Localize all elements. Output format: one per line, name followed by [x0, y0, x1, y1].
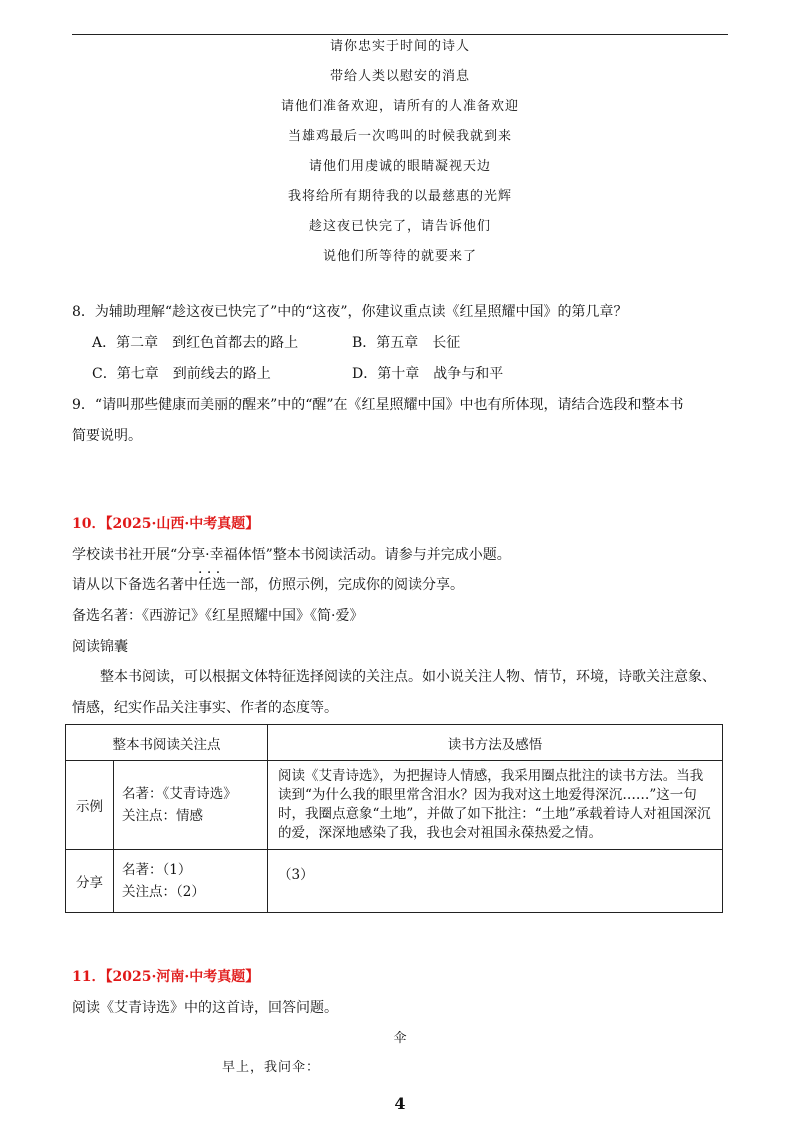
page-number: 4: [394, 1094, 406, 1113]
poem-line: 趁这夜已快完了，请告诉他们: [308, 219, 491, 234]
table-header-row: [66, 725, 723, 761]
poem-line: 说他们所等待的就要来了: [322, 249, 477, 264]
q8-option-d: D．第十章 战争与和平: [352, 366, 504, 382]
q8-option-b: B．第五章 长征: [352, 335, 461, 351]
question-10-title: [72, 514, 259, 534]
header-rule: [72, 34, 728, 35]
focus-point: 关注点：（2）: [122, 884, 205, 900]
q8-option-a: A．第二章 到红色首都去的路上: [92, 335, 299, 351]
row-focus-cell: [114, 761, 268, 850]
tips-line2: 情感，纪实作品关注事实、作者的态度等。: [72, 700, 338, 716]
table-header-cell: 整本书阅读关注点: [66, 725, 268, 761]
instruction-text: ，仿照示例，完成你的阅读分享。: [254, 577, 464, 593]
source-tag: 【2025·山西·中考真题】: [105, 516, 260, 532]
poem-excerpt: [0, 36, 800, 276]
candidate-books: 备选名著：《西游记》《红星照耀中国》《简·爱》: [72, 608, 364, 624]
instruction-text: 请从以下备选名著中: [72, 577, 198, 593]
q8-option-c: C．第七章 到前线去的路上: [92, 366, 271, 382]
row-content-cell: 阅读《艾青诗选》，为把握诗人情感，我采用圈点批注的读书方法。当我读到“为什么我的眼里常含泪水？因为我对这土地爱得深沉……”这一句时，我圈点意象“土地”，并做了如下批注：“土地”承载着诗人对祖国深沉的爱，深深地感染了我，我也会对祖国永葆热爱之情。: [268, 761, 723, 850]
table-row: [66, 761, 723, 850]
question-10-instruction: [72, 575, 464, 595]
question-number: 10．: [72, 516, 106, 532]
question-8-stem: 8．为辅助理解“趁这夜已快完了”中的“这夜”，你建议重点读《红星照耀中国》的第几章？: [72, 304, 628, 320]
book-name: 名著：（1）: [122, 862, 192, 878]
table-header-cell: 读书方法及感悟: [268, 725, 723, 761]
poem-line: 请他们准备欢迎，请所有的人准备欢迎: [280, 99, 519, 114]
row-focus-cell: [114, 850, 268, 913]
emphasis-text: · · · 任选一部: [198, 575, 254, 595]
tips-line1: 整本书阅读，可以根据文体特征选择阅读的关注点。如小说关注人物、情节，环境，诗歌关注意象、: [100, 669, 716, 685]
row-content-cell: （3）: [268, 850, 723, 913]
poem-line: 早上，我问伞：: [222, 1060, 321, 1075]
poem-line: 我将给所有期待我的以最慈惠的光辉: [287, 189, 512, 204]
poem-title: 伞: [393, 1031, 407, 1046]
poem-line: 当雄鸡最后一次鸣叫的时候我就到来: [287, 129, 512, 144]
question-10-intro: 学校读书社开展“分享·幸福体悟”整本书阅读活动。请参与并完成小题。: [72, 547, 511, 563]
poem-line: 带给人类以慰安的消息: [329, 69, 470, 84]
reading-share-table: [65, 724, 723, 913]
table-row: [66, 850, 723, 913]
tips-title: 阅读锦囊: [72, 639, 128, 655]
question-9-line1: 9．“请叫那些健康而美丽的醒来”中的“醒”在《红星照耀中国》中也有所体现，请结合选段和整本书: [72, 397, 684, 413]
question-9-line2: 简要说明。: [72, 428, 142, 444]
poem-line: 请他们用虔诚的眼睛凝视天边: [308, 159, 491, 174]
poem-line: 请你忠实于时间的诗人: [329, 39, 470, 54]
question-number: 11．: [72, 969, 106, 985]
question-11-intro: 阅读《艾青诗选》中的这首诗，回答问题。: [72, 1000, 338, 1016]
focus-point: 关注点：情感: [122, 808, 203, 824]
source-tag: 【2025·河南·中考真题】: [105, 969, 260, 985]
row-label: 示例: [66, 761, 114, 850]
row-label: 分享: [66, 850, 114, 913]
question-11-title: [72, 967, 259, 987]
book-name: 名著：《艾青诗选》: [122, 786, 237, 802]
